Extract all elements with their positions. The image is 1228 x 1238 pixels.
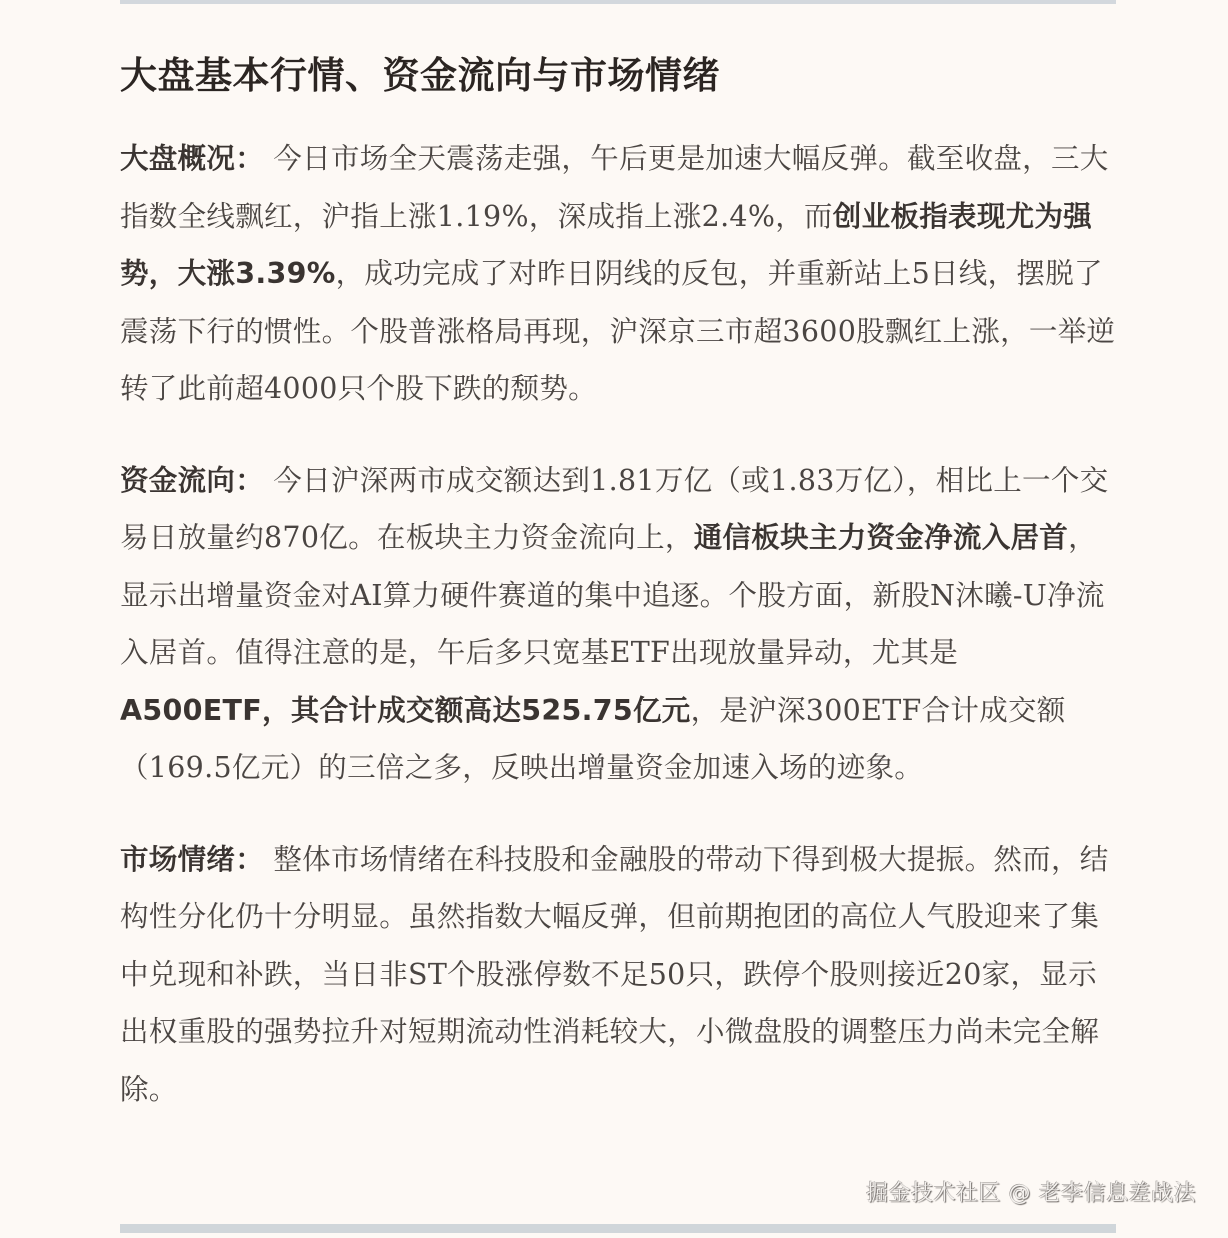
paragraph-text: 今日沪深两市成交额达到1.81万亿（或1.83万亿），相比上一个交易日放量约870亿。在板块主力资金流向上，	[120, 463, 1109, 554]
paragraph-emphasis: 通信板块主力资金净流入居首	[693, 521, 1069, 554]
paragraph-text: 整体市场情绪在科技股和金融股的带动下得到极大提振。然而，结构性分化仍十分明显。虽然指数大幅反弹，但前期抱团的高位人气股迎来了集中兑现和补跌，当日非ST个股涨停数不足50只，跌停个股则接近20家，显示出权重股的强势拉升对短期流动性消耗较大，小微盘股的调整压力尚未完全解除。	[120, 842, 1109, 1106]
paragraph-emphasis: A500ETF，其合计成交额高达525.75亿元	[120, 693, 691, 727]
paragraph-capital-flow	[120, 452, 1116, 797]
paragraph-lead-label: 大盘概况：	[120, 142, 265, 175]
paragraph-market-overview	[120, 130, 1116, 418]
section-title: 大盘基本行情、资金流向与市场情绪	[120, 54, 720, 97]
watermark: 掘金技术社区 @ 老李信息差战法	[866, 1181, 1196, 1206]
article	[120, 50, 1116, 1118]
bottom-divider-bar	[120, 1224, 1116, 1233]
paragraph-text: ，是沪深300ETF合计成交额（169.5亿元）的三倍之多，反映出增量资金加速入场的迹象。	[120, 693, 1066, 784]
paragraph-market-sentiment	[120, 831, 1116, 1119]
paragraph-text: ，成功完成了对昨日阴线的反包，并重新站上5日线，摆脱了震荡下行的惯性。个股普涨格局再现，沪深京三市超3600股飘红上涨，一举逆转了此前超4000只个股下跌的颓势。	[120, 257, 1116, 405]
paragraph-lead-label: 资金流向：	[120, 463, 265, 497]
top-divider-bar	[120, 0, 1116, 4]
paragraph-text: 今日市场全天震荡走强，午后更是加速大幅反弹。截至收盘，三大指数全线飘红，沪指上涨1.19%，深成指上涨2.4%，而	[120, 142, 1109, 233]
paragraph-lead-label: 市场情绪：	[120, 842, 265, 876]
paragraph-emphasis: 创业板指表现尤为强势，大涨3.39%	[120, 199, 1093, 290]
paragraph-text: ，显示出增量资金对AI算力硬件赛道的集中追逐。个股方面，新股N沐曦-U净流入居首。值得注意的是，午后多只宽基ETF出现放量异动，尤其是	[120, 521, 1105, 669]
